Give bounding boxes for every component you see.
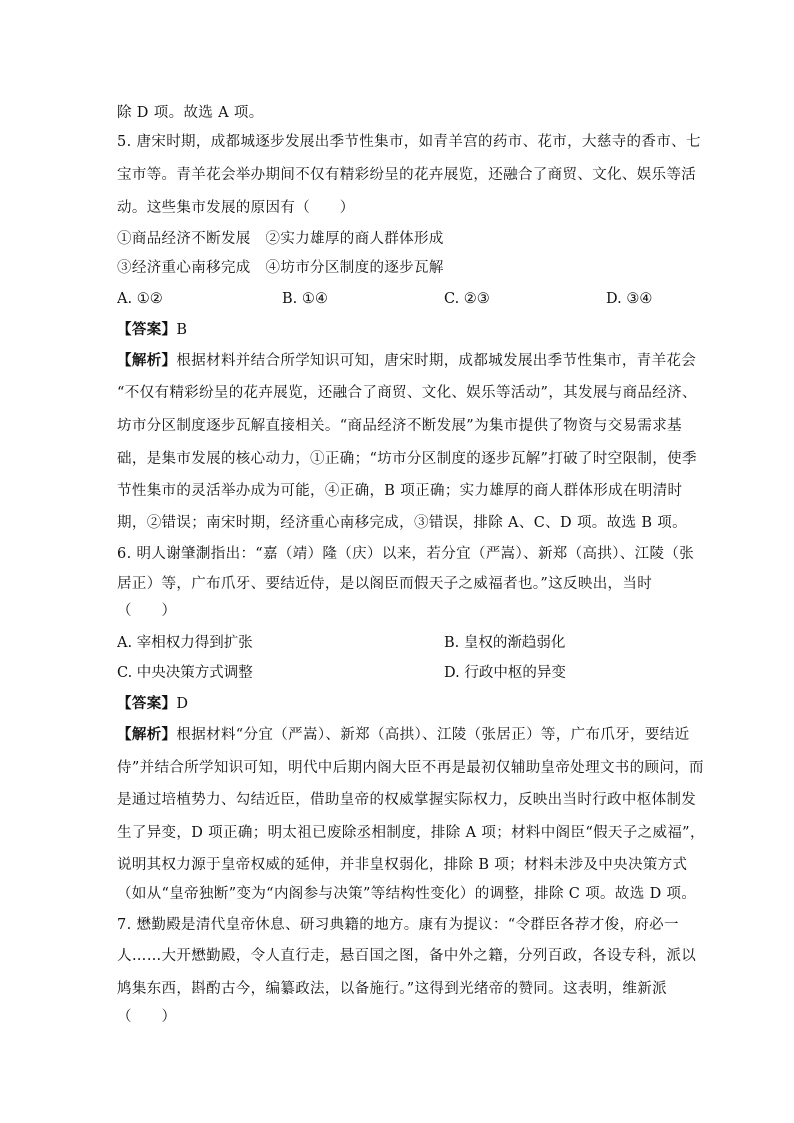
q6-analysis-line: 侍”并结合所学知识可知，明代中后期内阁大臣不再是最初仅辅助皇帝处理文书的顾问，而	[117, 760, 704, 776]
q5-stem-line: 宝市等。青羊花会举办期间不仅有精彩纷呈的花卉展览，还融合了商贸、文化、娱乐等活	[117, 167, 697, 183]
q6-option-a: A. 宰相权力得到扩张	[117, 635, 253, 651]
q5-analysis-line: 节性集市的灵活举办成为可能，④正确，B 项正确；实力雄厚的商人群体形成在明清时	[117, 483, 683, 499]
q5-analysis-line: “不仅有精彩纷呈的花卉展览，还融合了商贸、文化、娱乐等活动”，其发展与商品经济、	[117, 385, 697, 401]
q6-analysis-line: 生了异变，D 项正确；明太祖已废除丞相制度，排除 A 项；材料中阁臣“假天子之威福”，	[117, 825, 705, 841]
q6-option-b: B. 皇权的渐趋弱化	[444, 635, 566, 651]
q5-analysis-line: 础，是集市发展的核心动力，①正确；“坊市分区制度的逐步瓦解”打破了时空限制，使季	[117, 451, 697, 467]
q6-answer	[117, 689, 677, 719]
q5-option-c: C. ②③	[444, 291, 490, 307]
q5-answer-value: B	[176, 322, 188, 338]
q5-answer	[117, 315, 677, 345]
q5-option-d: D. ③④	[606, 291, 653, 307]
q5-analysis-line: 期，②错误；南宋时期，经济重心南移完成，③错误，排除 A、C、D 项。故选 B 项。	[117, 515, 687, 531]
q5-option-a: A. ①②	[117, 291, 163, 307]
q6-analysis-line	[117, 720, 690, 750]
q5-stem-line: 5. 唐宋时期，成都城逐步发展出季节性集市，如青羊宫的药市、花市，大慈寺的香市、七	[117, 134, 701, 150]
q5-statement: ①商品经济不断发展 ②实力雄厚的商人群体形成	[117, 231, 444, 247]
q7-stem-line: 人……大开懋勤殿，令人直行走，悬百国之图，备中外之籍，分列百政，各设专科，派以	[117, 948, 697, 964]
q6-analysis-line: 是通过培植势力、勾结近臣，借助皇帝的权威掌握实际权力，反映出当时行政中枢体制发	[117, 792, 697, 808]
q5-analysis-text: 根据材料并结合所学知识可知，唐宋时期，成都城发展出季节性集市，青羊花会	[176, 353, 697, 369]
q6-answer-value: D	[176, 696, 189, 712]
q6-stem-line: （ ）	[117, 603, 177, 619]
q6-analysis-line: 说明其权力源于皇帝权威的延伸，并非皇权弱化，排除 B 项；材料未涉及中央决策方式	[117, 857, 688, 873]
q5-option-b: B. ①④	[282, 291, 328, 307]
q6-stem-line: 居正）等，广布爪牙、要结近侍，是以阁臣而假天子之威福者也。”这反映出，当时	[117, 576, 653, 592]
intro-line: 除 D 项。故选 A 项。	[117, 105, 264, 121]
q6-analysis-label: 【解析】	[117, 726, 177, 743]
q7-stem-line: （ ）	[117, 1009, 177, 1025]
q6-analysis-text: 根据材料“分宜（严嵩）、新郑（高拱）、江陵（张居正）等，广布爪牙，要结近	[176, 727, 690, 743]
q6-stem-line: 6. 明人谢肇淛指出：“嘉（靖）隆（庆）以来，若分宜（严嵩）、新郑（高拱）、江陵（张	[117, 546, 695, 562]
q6-option-c: C. 中央决策方式调整	[117, 665, 253, 681]
q6-option-d: D. 行政中枢的异变	[444, 665, 566, 681]
q5-answer-label: 【答案】	[117, 321, 177, 338]
q5-analysis-line: 坊市分区制度逐步瓦解直接相关。“商品经济不断发展”为集市提供了物资与交易需求基	[117, 418, 682, 434]
q5-statement: ③经济重心南移完成 ④坊市分区制度的逐步瓦解	[117, 260, 444, 276]
q5-analysis-line	[117, 346, 697, 376]
q6-analysis-line: （如从“皇帝独断”变为“内阁参与决策”等结构性变化）的调整，排除 C 项。故选 D 项。	[117, 886, 697, 902]
q7-stem-line: 鸠集东西，斟酌古今，编纂政法，以备施行。”这得到光绪帝的赞同。这表明，维新派	[117, 981, 667, 997]
q6-answer-label: 【答案】	[117, 695, 177, 712]
q5-stem-line: 动。这些集市发展的原因有（ ）	[117, 200, 355, 216]
q5-analysis-label: 【解析】	[117, 352, 177, 369]
q7-stem-line: 7. 懋勤殿是清代皇帝休息、研习典籍的地方。康有为提议：“令群臣各荐才俊，府必一	[117, 917, 679, 933]
